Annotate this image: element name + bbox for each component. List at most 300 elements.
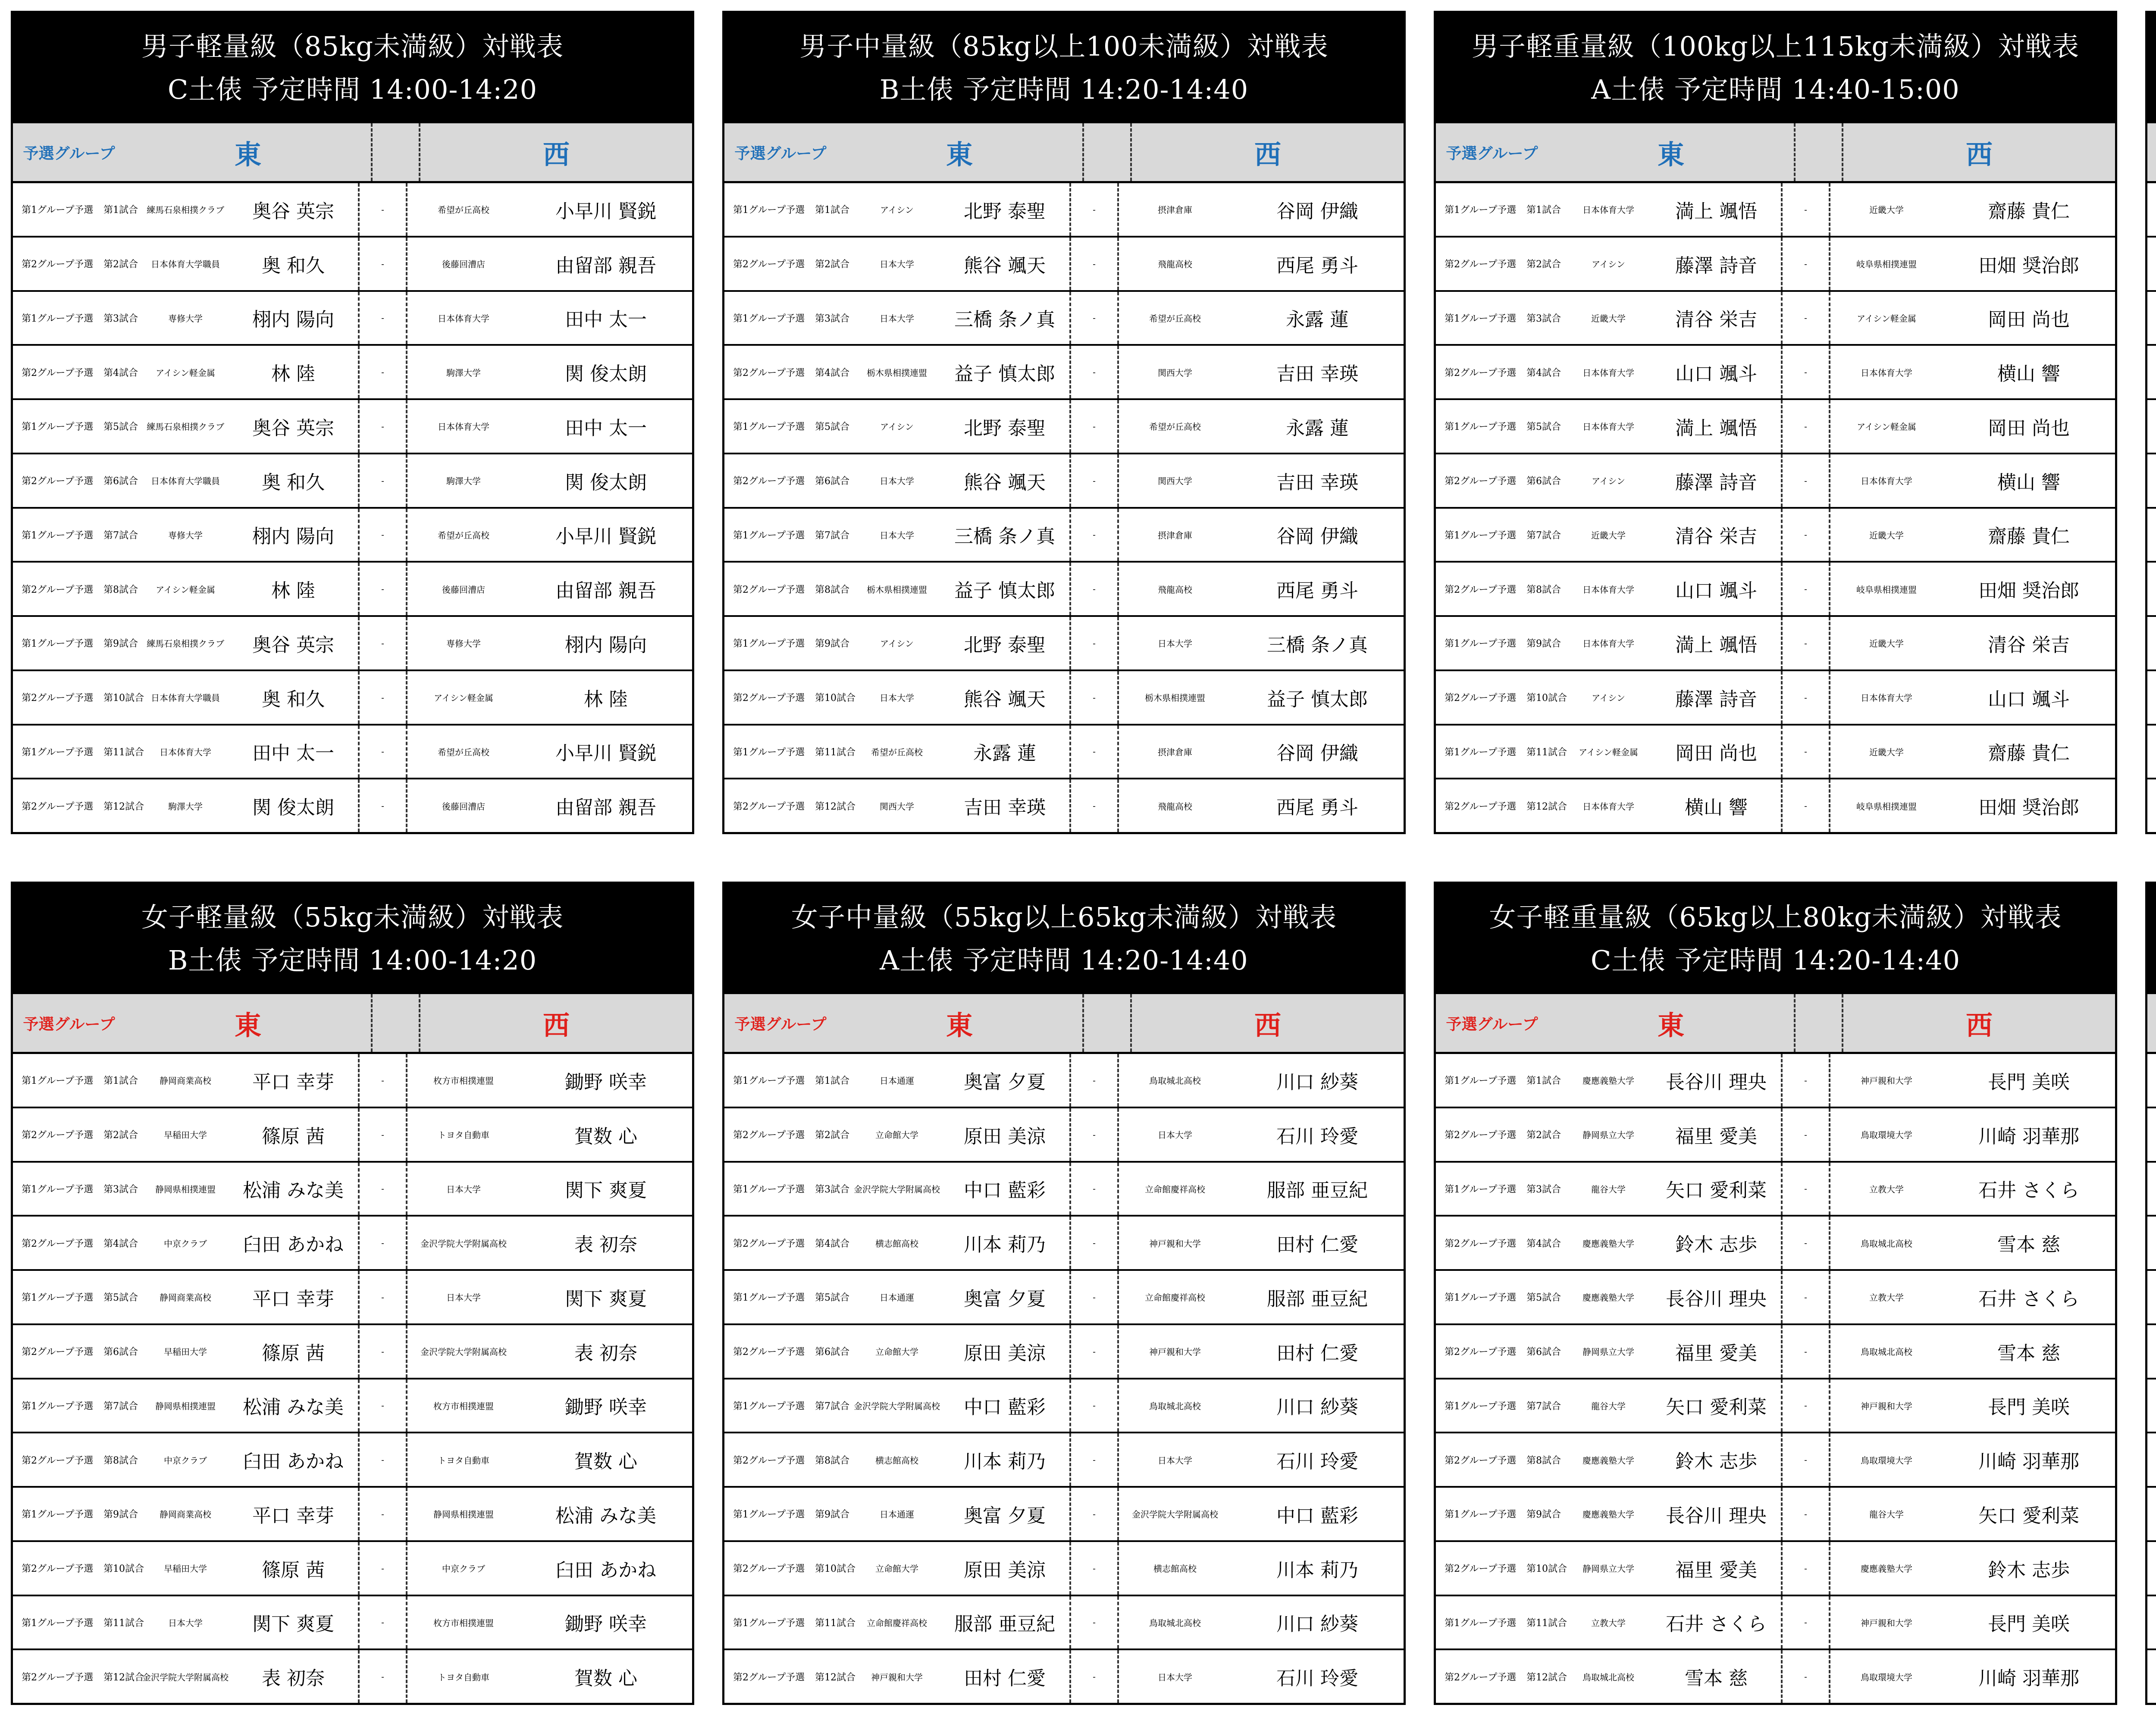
west-affiliation: 鳥取城北高校 bbox=[1149, 1617, 1201, 1628]
versus-marker: - bbox=[358, 671, 407, 724]
panel-subtitle: A土俵 予定時間 14:20-14:40 bbox=[880, 945, 1248, 976]
group-label: 第2グループ予選 bbox=[1445, 367, 1517, 378]
east-wrestler-name: 平口 幸芽 bbox=[252, 1071, 334, 1093]
east-affiliation: 日本通運 bbox=[880, 1292, 914, 1303]
match-row bbox=[13, 1054, 692, 1108]
versus-marker: - bbox=[358, 1596, 407, 1649]
group-label: 第2グループ予選 bbox=[1445, 1238, 1517, 1249]
group-label: 第1グループ予選 bbox=[22, 205, 94, 216]
match-number: 第6試合 bbox=[1526, 476, 1561, 487]
versus-marker: - bbox=[1781, 1542, 1830, 1595]
west-wrestler-name: 石井 さくら bbox=[1978, 1288, 2079, 1310]
match-row bbox=[1436, 1542, 2115, 1596]
west-wrestler-name: 谷岡 伊織 bbox=[1276, 525, 1358, 548]
group-label: 第2グループ予選 bbox=[22, 1238, 94, 1249]
west-affiliation: 岐阜県相撲連盟 bbox=[1856, 584, 1917, 595]
west-wrestler-name: 川口 紗葵 bbox=[1276, 1396, 1358, 1419]
versus-marker: - bbox=[358, 1108, 407, 1161]
match-row bbox=[13, 183, 692, 238]
match-row bbox=[2147, 1325, 2156, 1379]
panel-title: 男子軽量級（85kg未満級）対戦表 bbox=[141, 31, 564, 62]
versus-marker: - bbox=[1781, 563, 1830, 615]
versus-marker: - bbox=[1069, 1488, 1119, 1540]
versus-marker: - bbox=[1069, 238, 1119, 290]
east-wrestler-name: 岡田 尚也 bbox=[1675, 742, 1757, 765]
column-header-row bbox=[2147, 123, 2156, 183]
versus-marker: - bbox=[1069, 454, 1119, 507]
group-label: 第1グループ予選 bbox=[733, 1184, 805, 1195]
west-affiliation: 神戸親和大学 bbox=[1149, 1347, 1201, 1358]
group-label: 第2グループ予選 bbox=[1445, 584, 1517, 595]
match-row bbox=[13, 617, 692, 671]
east-wrestler-name: 原田 美涼 bbox=[964, 1559, 1046, 1581]
group-label: 第1グループ予選 bbox=[1445, 1401, 1517, 1412]
west-affiliation: 摂津倉庫 bbox=[1158, 530, 1192, 541]
east-wrestler-name: 栩内 陽向 bbox=[252, 525, 334, 548]
versus-marker: - bbox=[1781, 779, 1830, 832]
match-row bbox=[724, 1433, 1404, 1488]
west-affiliation: 駒澤大学 bbox=[446, 476, 481, 487]
match-row bbox=[724, 1379, 1404, 1434]
east-wrestler-name: 福里 愛美 bbox=[1675, 1559, 1757, 1581]
east-wrestler-name: 関 俊太朗 bbox=[252, 797, 334, 819]
panel-title-block bbox=[724, 13, 1404, 123]
east-affiliation: 練馬石泉相撲クラブ bbox=[147, 205, 224, 216]
west-affiliation: 鳥取環境大学 bbox=[1861, 1130, 1912, 1141]
match-row bbox=[2147, 563, 2156, 617]
west-wrestler-name: 関 俊太朗 bbox=[565, 471, 647, 494]
east-affiliation: 静岡県相撲連盟 bbox=[155, 1184, 216, 1195]
west-affiliation: 立命館慶祥高校 bbox=[1145, 1292, 1205, 1303]
match-number: 第4試合 bbox=[103, 367, 138, 378]
east-affiliation: 日本体育大学 bbox=[160, 747, 211, 757]
match-number: 第2試合 bbox=[103, 259, 138, 270]
west-affiliation: 鳥取環境大学 bbox=[1861, 1455, 1912, 1466]
match-row bbox=[724, 1108, 1404, 1163]
west-affiliation: 後藤回漕店 bbox=[442, 259, 485, 270]
west-affiliation: 希望が丘高校 bbox=[1149, 422, 1201, 432]
match-row bbox=[724, 183, 1404, 238]
versus-marker: - bbox=[1781, 183, 1830, 236]
east-affiliation: 日本体育大学職員 bbox=[151, 476, 220, 487]
match-row bbox=[724, 1217, 1404, 1271]
east-affiliation: 早稲田大学 bbox=[164, 1347, 207, 1358]
group-label: 第2グループ予選 bbox=[1445, 1564, 1517, 1575]
group-label bbox=[2147, 528, 2156, 541]
west-affiliation: 枚方市相撲連盟 bbox=[433, 1617, 494, 1628]
group-label bbox=[2147, 203, 2156, 216]
match-row bbox=[724, 238, 1404, 292]
west-wrestler-name: 松浦 みな美 bbox=[555, 1505, 656, 1527]
east-wrestler-name: 川本 莉乃 bbox=[964, 1234, 1046, 1256]
west-column-header: 西 bbox=[1965, 138, 1993, 170]
match-row bbox=[1436, 238, 2115, 292]
group-label: 第2グループ予選 bbox=[733, 367, 805, 378]
match-number: 第1試合 bbox=[815, 205, 849, 216]
group-label: 第2グループ予選 bbox=[1445, 1130, 1517, 1141]
west-affiliation: 近畿大学 bbox=[1869, 747, 1904, 757]
west-wrestler-name: 雪本 慈 bbox=[1997, 1234, 2060, 1256]
match-row bbox=[13, 1271, 692, 1325]
east-affiliation: 専修大学 bbox=[168, 313, 203, 324]
west-affiliation: 栃木県相撲連盟 bbox=[1145, 693, 1205, 704]
match-number: 第12試合 bbox=[815, 801, 856, 812]
west-wrestler-name: 表 初奈 bbox=[574, 1342, 637, 1364]
panel-subtitle: B土俵 予定時間 14:00-14:20 bbox=[168, 945, 537, 976]
east-affiliation: 日本体育大学職員 bbox=[151, 693, 220, 704]
match-row bbox=[724, 509, 1404, 563]
versus-marker: - bbox=[358, 454, 407, 507]
match-list bbox=[1436, 183, 2115, 832]
group-label bbox=[2147, 582, 2156, 596]
match-row bbox=[13, 726, 692, 780]
match-row bbox=[2147, 238, 2156, 292]
panel-subtitle: C土俵 予定時間 14:00-14:20 bbox=[167, 74, 538, 105]
east-wrestler-name: 奥富 夕夏 bbox=[964, 1288, 1046, 1310]
match-number: 第1試合 bbox=[1526, 1076, 1561, 1087]
west-affiliation: 日本大学 bbox=[1158, 638, 1192, 649]
west-wrestler-name: 横山 響 bbox=[1997, 363, 2060, 385]
east-wrestler-name: 吉田 幸瑛 bbox=[964, 797, 1046, 819]
match-number: 第3試合 bbox=[1526, 313, 1561, 324]
west-column-header: 西 bbox=[542, 1009, 570, 1041]
west-wrestler-name: 長門 美咲 bbox=[1988, 1613, 2070, 1636]
versus-marker: - bbox=[1781, 1596, 1830, 1649]
west-affiliation: 神戸親和大学 bbox=[1861, 1401, 1912, 1411]
east-wrestler-name: 三橋 条ノ真 bbox=[954, 309, 1055, 331]
group-label bbox=[2147, 691, 2156, 704]
match-row bbox=[13, 1596, 692, 1651]
match-row bbox=[724, 292, 1404, 346]
versus-marker: - bbox=[1069, 509, 1119, 561]
match-number: 第2試合 bbox=[1526, 259, 1561, 270]
match-list bbox=[724, 1054, 1404, 1703]
east-affiliation: 栃木県相撲連盟 bbox=[867, 367, 927, 378]
east-wrestler-name: 福里 愛美 bbox=[1675, 1125, 1757, 1148]
match-number: 第12試合 bbox=[1526, 801, 1567, 812]
column-divider bbox=[371, 123, 420, 181]
match-row bbox=[1436, 400, 2115, 454]
match-row bbox=[13, 1488, 692, 1542]
east-wrestler-name: 鈴木 志歩 bbox=[1675, 1451, 1757, 1473]
match-row bbox=[1436, 1163, 2115, 1217]
group-label: 第2グループ予選 bbox=[1445, 476, 1517, 487]
match-row bbox=[13, 779, 692, 832]
east-affiliation: 日本大学 bbox=[880, 259, 914, 270]
versus-marker: - bbox=[1069, 400, 1119, 453]
group-label: 第1グループ予選 bbox=[733, 313, 805, 324]
east-wrestler-name: 山口 颯斗 bbox=[1675, 580, 1757, 602]
versus-marker: - bbox=[1069, 346, 1119, 398]
match-row bbox=[13, 509, 692, 563]
group-label: 第2グループ予選 bbox=[733, 259, 805, 270]
east-wrestler-name: 益子 慎太郎 bbox=[954, 580, 1055, 602]
west-wrestler-name: 田村 仁愛 bbox=[1276, 1234, 1358, 1256]
match-row bbox=[13, 1379, 692, 1434]
west-wrestler-name: 表 初奈 bbox=[574, 1234, 637, 1256]
group-label: 第1グループ予選 bbox=[1445, 313, 1517, 324]
west-wrestler-name: 小早川 賢鋭 bbox=[555, 742, 656, 765]
east-affiliation: 駒澤大学 bbox=[168, 801, 203, 812]
group-label bbox=[2147, 1561, 2156, 1575]
west-affiliation: 横志館高校 bbox=[1153, 1564, 1197, 1574]
match-number: 第9試合 bbox=[103, 1509, 138, 1520]
west-affiliation: 希望が丘高校 bbox=[438, 747, 489, 757]
west-wrestler-name: 齋藤 貴仁 bbox=[1988, 200, 2070, 222]
east-wrestler-name: 中口 藍彩 bbox=[964, 1179, 1046, 1202]
east-wrestler-name: 矢口 愛利菜 bbox=[1666, 1396, 1767, 1419]
west-wrestler-name: 川崎 羽華那 bbox=[1978, 1125, 2079, 1148]
versus-marker: - bbox=[1069, 1650, 1119, 1703]
match-number: 第5試合 bbox=[103, 1292, 138, 1304]
group-label: 第1グループ予選 bbox=[1445, 1076, 1517, 1087]
east-wrestler-name: 長谷川 理央 bbox=[1666, 1288, 1767, 1310]
versus-marker: - bbox=[1069, 1596, 1119, 1649]
match-row bbox=[1436, 671, 2115, 726]
match-row bbox=[13, 454, 692, 509]
west-wrestler-name: 石川 玲愛 bbox=[1276, 1125, 1358, 1148]
east-affiliation: アイシン bbox=[880, 638, 914, 649]
west-affiliation: アイシン軽金属 bbox=[434, 693, 493, 704]
match-row bbox=[1436, 563, 2115, 617]
group-label: 第2グループ予選 bbox=[733, 584, 805, 595]
west-wrestler-name: 関 俊太朗 bbox=[565, 363, 647, 385]
group-label: 第2グループ予選 bbox=[1445, 693, 1517, 704]
match-row bbox=[724, 779, 1404, 832]
east-affiliation: 静岡県立大学 bbox=[1583, 1564, 1634, 1574]
match-list bbox=[2147, 1054, 2156, 1703]
match-number: 第9試合 bbox=[815, 638, 849, 650]
west-affiliation: 日本大学 bbox=[446, 1184, 481, 1195]
versus-marker: - bbox=[358, 400, 407, 453]
west-affiliation: 枚方市相撲連盟 bbox=[433, 1076, 494, 1086]
west-column-header: 西 bbox=[1965, 1009, 1993, 1041]
group-label bbox=[2147, 636, 2156, 650]
match-row bbox=[1436, 1379, 2115, 1434]
east-wrestler-name: 熊谷 颯天 bbox=[964, 471, 1046, 494]
bracket-panel bbox=[11, 882, 694, 1705]
west-wrestler-name: 賀数 心 bbox=[574, 1125, 637, 1148]
match-row bbox=[1436, 617, 2115, 671]
west-wrestler-name: 川崎 羽華那 bbox=[1978, 1451, 2079, 1473]
east-wrestler-name: 長谷川 理央 bbox=[1666, 1071, 1767, 1093]
east-wrestler-name: 栩内 陽向 bbox=[252, 309, 334, 331]
west-wrestler-name: 山口 颯斗 bbox=[1988, 688, 2070, 710]
west-wrestler-name: 石井 さくら bbox=[1978, 1179, 2079, 1202]
match-number: 第6試合 bbox=[1526, 1347, 1561, 1358]
east-wrestler-name: 田中 太一 bbox=[252, 742, 334, 765]
group-label: 第1グループ予選 bbox=[1445, 530, 1517, 541]
match-row bbox=[1436, 1054, 2115, 1108]
west-wrestler-name: 小早川 賢鋭 bbox=[555, 200, 656, 222]
west-wrestler-name: 谷岡 伊織 bbox=[1276, 200, 1358, 222]
east-wrestler-name: 表 初奈 bbox=[262, 1667, 325, 1690]
west-wrestler-name: 賀数 心 bbox=[574, 1667, 637, 1690]
group-label: 第2グループ予選 bbox=[22, 1347, 94, 1358]
versus-marker: - bbox=[1781, 1433, 1830, 1486]
match-number: 第7試合 bbox=[103, 1401, 138, 1412]
panel-title: 女子軽重量級（65kg以上80kg未満級）対戦表 bbox=[1489, 901, 2062, 933]
east-wrestler-name: 川本 莉乃 bbox=[964, 1451, 1046, 1473]
group-label: 第2グループ予選 bbox=[1445, 259, 1517, 270]
west-wrestler-name: 横山 響 bbox=[1997, 471, 2060, 494]
versus-marker: - bbox=[1069, 1108, 1119, 1161]
match-number: 第3試合 bbox=[103, 313, 138, 324]
match-number: 第9試合 bbox=[815, 1509, 849, 1520]
versus-marker: - bbox=[1069, 1217, 1119, 1269]
match-number: 第7試合 bbox=[1526, 1401, 1561, 1412]
match-number: 第9試合 bbox=[1526, 1509, 1561, 1520]
east-affiliation: 専修大学 bbox=[168, 530, 203, 541]
match-row bbox=[724, 617, 1404, 671]
match-number: 第9試合 bbox=[1526, 638, 1561, 650]
match-number: 第5試合 bbox=[815, 1292, 849, 1304]
column-header-row bbox=[724, 123, 1404, 183]
match-row bbox=[2147, 671, 2156, 726]
group-label: 第1グループ予選 bbox=[22, 530, 94, 541]
match-row bbox=[13, 238, 692, 292]
west-affiliation: トヨタ自動車 bbox=[438, 1130, 489, 1141]
panel-title-block bbox=[724, 884, 1404, 994]
west-wrestler-name: 栩内 陽向 bbox=[565, 634, 647, 656]
west-wrestler-name: 川本 莉乃 bbox=[1276, 1559, 1358, 1581]
bracket-panel bbox=[722, 882, 1406, 1705]
match-row bbox=[13, 1650, 692, 1703]
group-column-header bbox=[2147, 141, 2156, 163]
match-row bbox=[2147, 1379, 2156, 1434]
west-wrestler-name: 鋤野 咲幸 bbox=[565, 1613, 647, 1636]
east-affiliation: 日本体育大学 bbox=[1583, 584, 1634, 595]
group-label bbox=[2147, 419, 2156, 433]
versus-marker: - bbox=[1781, 454, 1830, 507]
west-affiliation: 近畿大学 bbox=[1869, 530, 1904, 541]
group-label bbox=[2147, 1345, 2156, 1358]
west-wrestler-name: 服部 亜豆紀 bbox=[1267, 1288, 1368, 1310]
west-wrestler-name: 田中 太一 bbox=[565, 309, 647, 331]
west-affiliation: 金沢学院大学附属高校 bbox=[420, 1238, 507, 1249]
versus-marker: - bbox=[1069, 1163, 1119, 1215]
group-label: 第1グループ予選 bbox=[22, 422, 94, 433]
match-number: 第3試合 bbox=[103, 1184, 138, 1195]
match-number: 第5試合 bbox=[103, 422, 138, 433]
panel-title-block bbox=[13, 13, 692, 123]
versus-marker: - bbox=[358, 1054, 407, 1107]
west-column-header: 西 bbox=[1254, 138, 1281, 170]
match-row bbox=[2147, 183, 2156, 238]
column-divider bbox=[1794, 994, 1843, 1052]
column-header-row bbox=[13, 123, 692, 183]
panel-title-block bbox=[2147, 884, 2156, 994]
group-label: 第1グループ予選 bbox=[1445, 1509, 1517, 1520]
match-row bbox=[13, 1542, 692, 1596]
match-row bbox=[724, 563, 1404, 617]
east-affiliation: 慶應義塾大学 bbox=[1583, 1076, 1634, 1086]
match-row bbox=[13, 1433, 692, 1488]
east-wrestler-name: 奥 和久 bbox=[262, 688, 325, 710]
match-row bbox=[2147, 400, 2156, 454]
group-label bbox=[2147, 1290, 2156, 1304]
west-wrestler-name: 永露 蓮 bbox=[1286, 309, 1349, 331]
match-number: 第1試合 bbox=[1526, 205, 1561, 216]
west-wrestler-name: 石川 玲愛 bbox=[1276, 1451, 1358, 1473]
east-affiliation: 神戸親和大学 bbox=[871, 1672, 923, 1683]
west-wrestler-name: 林 陸 bbox=[584, 688, 628, 710]
versus-marker: - bbox=[1781, 346, 1830, 398]
group-label: 第2グループ予選 bbox=[733, 1672, 805, 1683]
match-row bbox=[1436, 1433, 2115, 1488]
match-list bbox=[2147, 183, 2156, 832]
match-row bbox=[2147, 509, 2156, 563]
versus-marker: - bbox=[1781, 1379, 1830, 1432]
match-row bbox=[2147, 1433, 2156, 1488]
east-affiliation: 慶應義塾大学 bbox=[1583, 1292, 1634, 1303]
west-affiliation: 岐阜県相撲連盟 bbox=[1856, 801, 1917, 812]
match-number: 第7試合 bbox=[1526, 530, 1561, 541]
east-wrestler-name: 三橋 条ノ真 bbox=[954, 525, 1055, 548]
east-wrestler-name: 矢口 愛利菜 bbox=[1666, 1179, 1767, 1202]
group-label: 第2グループ予選 bbox=[1445, 1347, 1517, 1358]
panel-title-block bbox=[13, 884, 692, 994]
match-number: 第10試合 bbox=[103, 1564, 144, 1575]
east-wrestler-name: 奥富 夕夏 bbox=[964, 1505, 1046, 1527]
group-label: 第1グループ予選 bbox=[733, 1292, 805, 1304]
versus-marker: - bbox=[1781, 509, 1830, 561]
group-column-header bbox=[2147, 1012, 2156, 1034]
match-number: 第12試合 bbox=[1526, 1672, 1567, 1683]
west-column-header: 西 bbox=[542, 138, 570, 170]
panel-title-block bbox=[1436, 13, 2115, 123]
match-number: 第10試合 bbox=[815, 1564, 856, 1575]
east-affiliation: 練馬石泉相撲クラブ bbox=[147, 638, 224, 649]
group-label: 第2グループ予選 bbox=[22, 1672, 94, 1683]
match-number: 第10試合 bbox=[103, 693, 144, 704]
west-wrestler-name: 谷岡 伊織 bbox=[1276, 742, 1358, 765]
group-label: 第2グループ予選 bbox=[22, 801, 94, 812]
west-wrestler-name: 長門 美咲 bbox=[1988, 1396, 2070, 1419]
match-row bbox=[724, 346, 1404, 400]
match-number: 第8試合 bbox=[103, 1455, 138, 1466]
west-wrestler-name: 雪本 慈 bbox=[1997, 1342, 2060, 1364]
group-column-header: 予選グループ bbox=[1446, 1015, 1538, 1033]
east-affiliation: アイシン bbox=[1592, 259, 1625, 270]
east-affiliation: 中京クラブ bbox=[164, 1238, 207, 1249]
east-affiliation: 横志館高校 bbox=[875, 1238, 918, 1249]
group-label: 第1グループ予選 bbox=[733, 1617, 805, 1629]
west-affiliation: 希望が丘高校 bbox=[438, 530, 489, 541]
east-affiliation: 立命館慶祥高校 bbox=[867, 1617, 927, 1628]
east-wrestler-name: 奥 和久 bbox=[262, 471, 325, 494]
versus-marker: - bbox=[1069, 183, 1119, 236]
match-list bbox=[13, 1054, 692, 1703]
east-affiliation: 日本大学 bbox=[880, 693, 914, 704]
versus-marker: - bbox=[1069, 1379, 1119, 1432]
east-wrestler-name: 藤澤 詩音 bbox=[1675, 471, 1757, 494]
match-row bbox=[2147, 726, 2156, 780]
west-wrestler-name: 田村 仁愛 bbox=[1276, 1342, 1358, 1364]
group-label: 第1グループ予選 bbox=[1445, 1292, 1517, 1304]
west-wrestler-name: 田中 太一 bbox=[565, 417, 647, 439]
west-wrestler-name: 中口 藍彩 bbox=[1276, 1505, 1358, 1527]
versus-marker: - bbox=[1781, 1650, 1830, 1703]
west-wrestler-name: 由留部 親吾 bbox=[555, 580, 656, 602]
east-affiliation: アイシン軽金属 bbox=[1579, 747, 1638, 757]
group-label bbox=[2147, 366, 2156, 379]
panel-title-block bbox=[1436, 884, 2115, 994]
versus-marker: - bbox=[1069, 1542, 1119, 1595]
bracket-panel bbox=[1434, 882, 2117, 1705]
group-label: 第1グループ予選 bbox=[1445, 1184, 1517, 1195]
east-wrestler-name: 藤澤 詩音 bbox=[1675, 688, 1757, 710]
